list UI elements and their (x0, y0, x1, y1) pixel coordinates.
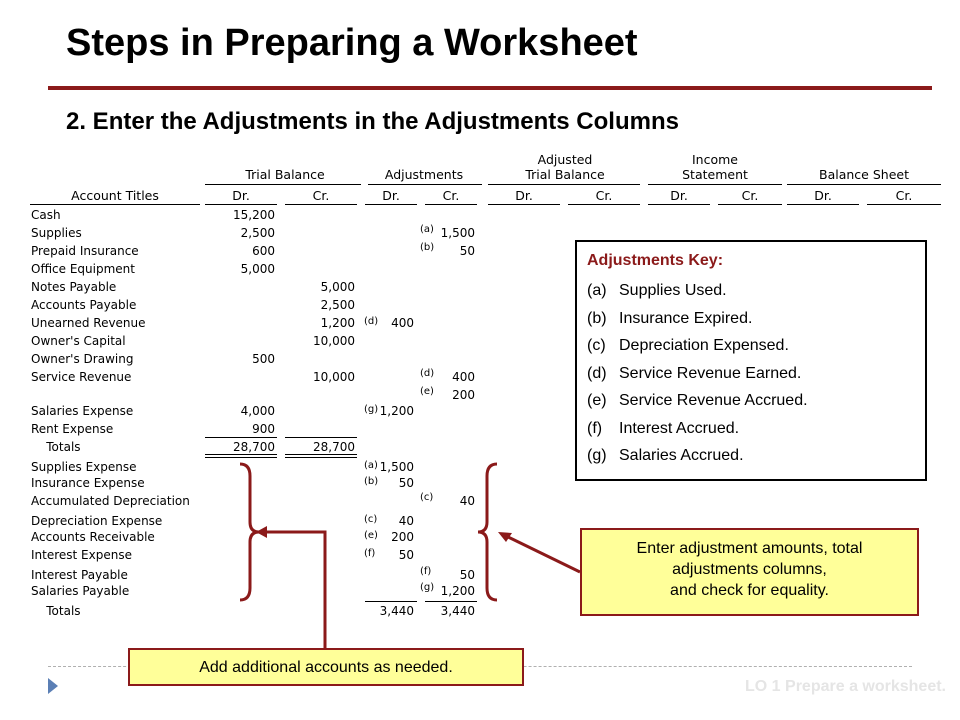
account-titles-header: Account Titles (71, 188, 159, 203)
tb-dr-cell: 2,500 (240, 226, 275, 240)
left-callout-connector (262, 532, 325, 648)
adjustments-key-text: Salaries Accrued. (619, 447, 744, 464)
enter-amounts-line-3: and check for equality. (670, 582, 829, 599)
adj-dr-ref: (a) (364, 460, 378, 471)
adj-dr-cell: 50 (398, 548, 414, 562)
account-title: Accumulated Depreciation (31, 494, 190, 508)
atb-dr-header: Dr. (515, 188, 533, 203)
adj-cr-cell: 1,200 (440, 584, 475, 598)
account-title: Depreciation Expense (31, 514, 163, 528)
adjustments-key-title: Adjustments Key: (587, 252, 724, 269)
tb-dr-cell: 4,000 (240, 404, 275, 418)
adj-dr-cell: 200 (391, 530, 414, 544)
adj-dr-cell: 1,200 (379, 404, 414, 418)
adj-dr-cell: 3,440 (379, 604, 414, 618)
adjustments-key-letter: (f) (587, 419, 603, 437)
footer-arrow-icon (48, 678, 58, 694)
account-title: Unearned Revenue (31, 316, 146, 330)
tb-cr-cell: 10,000 (313, 370, 355, 384)
adj-dr-cell: 50 (398, 476, 414, 490)
tb-dr-cell: 500 (252, 352, 275, 366)
adjustments-key-letter: (e) (587, 392, 607, 409)
page-title: Steps in Preparing a Worksheet (66, 22, 638, 64)
adj-dr-cell: 400 (391, 316, 414, 330)
adjusted-group-top: Adjusted (537, 152, 593, 167)
footer-objective: LO 1 Prepare a worksheet. (745, 678, 946, 695)
adj-cr-ref: (f) (420, 566, 432, 577)
bs-cr-header: Cr. (895, 188, 913, 203)
add-accounts-callout: Add additional accounts as needed. (128, 648, 524, 686)
account-title: Notes Payable (31, 280, 117, 294)
adjustments-key-letter: (g) (587, 447, 607, 464)
right-callout-arrow (502, 534, 580, 572)
tb-cr-cell: 5,000 (320, 280, 355, 294)
tb-cr-cell: 10,000 (313, 334, 355, 348)
enter-amounts-line-1: Enter adjustment amounts, total (636, 540, 863, 557)
account-title: Salaries Payable (31, 584, 130, 598)
adj-dr-ref: (d) (364, 316, 379, 327)
tb-cr-cell: 1,200 (320, 316, 355, 330)
account-title: Cash (31, 208, 61, 222)
balance-sheet-header: Balance Sheet (819, 167, 909, 182)
adj-cr-cell: 50 (459, 568, 475, 582)
tb-dr-cell: 600 (252, 244, 275, 258)
adj-cr-cell: 50 (459, 244, 475, 258)
trial-balance-header: Trial Balance (245, 167, 325, 182)
adjustments-key-letter: (b) (587, 309, 607, 327)
adj-cr-ref: (g) (420, 582, 435, 593)
is-dr-header: Dr. (670, 188, 688, 203)
adj-cr-cell: 400 (452, 370, 475, 384)
adj-dr-ref: (g) (364, 404, 379, 415)
adj-cr-header: Cr. (442, 188, 460, 203)
account-title: Owner's Capital (31, 334, 126, 348)
account-title: Owner's Drawing (31, 352, 134, 366)
adjustments-key-text: Insurance Expired. (619, 309, 753, 327)
account-title: Rent Expense (31, 422, 114, 436)
adj-dr-ref: (f) (364, 548, 376, 559)
account-title: Insurance Expense (31, 476, 145, 490)
atb-cr-header: Cr. (595, 188, 613, 203)
is-cr-header: Cr. (741, 188, 759, 203)
tb-dr-cell: 5,000 (240, 262, 275, 276)
account-title: Totals (31, 440, 81, 454)
adj-cr-ref: (c) (420, 492, 434, 503)
adjustments-key-text: Supplies Used. (619, 282, 727, 299)
adjustments-header: Adjustments (384, 167, 464, 182)
tb-dr-cell: 15,200 (233, 208, 275, 222)
account-title: Accounts Payable (31, 298, 137, 312)
adj-dr-ref: (b) (364, 476, 379, 487)
adj-dr-ref: (c) (364, 514, 378, 525)
tb-cr-cell: 2,500 (320, 298, 355, 312)
tb-dr-cell: 28,700 (233, 440, 275, 454)
account-title: Salaries Expense (31, 404, 134, 418)
tb-cr-cell: 28,700 (313, 440, 355, 454)
adj-dr-ref: (e) (364, 530, 378, 541)
bs-dr-header: Dr. (814, 188, 832, 203)
tb-dr-header: Dr. (232, 188, 250, 203)
account-title: Supplies (31, 226, 82, 240)
enter-amounts-line-2: adjustments columns, (672, 561, 827, 578)
adj-cr-cell: 40 (459, 494, 475, 508)
adjustments-key-text: Service Revenue Accrued. (619, 392, 808, 409)
account-title: Totals (31, 604, 81, 618)
page-subtitle: 2. Enter the Adjustments in the Adjustments Columns (66, 108, 679, 135)
adj-cr-ref: (a) (420, 224, 434, 235)
account-title: Supplies Expense (31, 460, 137, 474)
adj-cr-ref: (b) (420, 242, 435, 253)
adjustments-key-letter: (a) (587, 282, 607, 299)
tb-dr-cell: 900 (252, 422, 275, 436)
adjustments-key-text: Interest Accrued. (619, 419, 740, 437)
left-callout-arrowhead (256, 526, 267, 538)
tb-cr-header: Cr. (312, 188, 330, 203)
income-group-top: Income (692, 152, 738, 167)
adj-dr-cell: 40 (398, 514, 414, 528)
adjusted-trial-balance-header: Trial Balance (525, 167, 605, 182)
enter-amounts-callout (580, 528, 919, 616)
adjustments-key-letter: (d) (587, 364, 607, 382)
adjustments-key-text: Depreciation Expensed. (619, 337, 789, 354)
account-title: Interest Payable (31, 568, 128, 582)
adj-dr-header: Dr. (382, 188, 400, 203)
adj-cr-cell: 3,440 (440, 604, 475, 618)
income-statement-header: Statement (682, 167, 748, 182)
account-title: Accounts Receivable (31, 530, 155, 544)
account-title: Interest Expense (31, 548, 132, 562)
adj-cr-cell: 1,500 (440, 226, 475, 240)
adj-cr-ref: (d) (420, 368, 435, 379)
adj-cr-ref: (e) (420, 386, 434, 397)
adj-dr-cell: 1,500 (379, 460, 414, 474)
adjustments-key-text: Service Revenue Earned. (619, 364, 802, 382)
account-title: Service Revenue (31, 370, 132, 384)
adj-cr-cell: 200 (452, 388, 475, 402)
adjustments-key-letter: (c) (587, 337, 606, 354)
account-title: Office Equipment (31, 262, 135, 276)
right-brace (478, 464, 497, 600)
account-title: Prepaid Insurance (31, 244, 139, 258)
